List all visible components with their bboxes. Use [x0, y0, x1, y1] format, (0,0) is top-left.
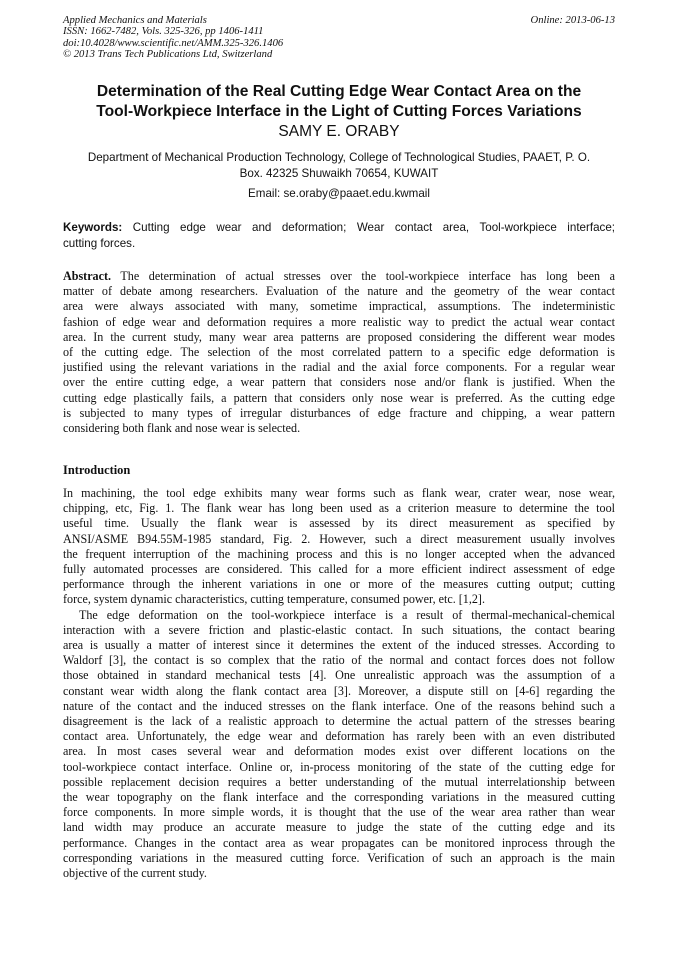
journal-name: Applied Mechanics and Materials: [63, 15, 207, 26]
abstract-line: of the cutting edge. The selection of the most correlated pattern to a specific edge deformation is: [63, 345, 615, 360]
author-email: Email: se.oraby@paaet.edu.kwmail: [248, 187, 430, 200]
title-line: Tool-Workpiece Interface in the Light of Cutting Forces Variations: [96, 103, 582, 120]
affiliation-line: Box. 42325 Shuwaikh 70654, KUWAIT: [239, 166, 439, 180]
intro-line: fully automated processes are considered. This called for a more efficient indirect assessment of edge: [63, 562, 615, 577]
abstract-text: The determination of actual stresses over the tool-workpiece interface has long been a: [111, 269, 615, 283]
abstract-label: Abstract.: [63, 269, 112, 283]
abstract-line: over the entire cutting edge, a wear pattern that considers nose and/or flank is justified. When the: [63, 375, 615, 390]
intro-line: objective of the current study.: [63, 866, 207, 881]
online-date: Online: 2013-06-13: [530, 15, 615, 26]
abstract-line: [63, 269, 615, 284]
abstract-line: fashion of edge wear and deformation requires a more realistic way to predict the actual wear contact: [63, 314, 615, 329]
affiliation: [52, 150, 626, 181]
abstract-line: matter of debate among researchers. Evaluation of the nature and the geometry of the wear contact: [63, 284, 615, 299]
keywords-text: Cutting edge wear and deformation; Wear contact area, Tool-workpiece interface;: [122, 221, 615, 234]
abstract-line: is subjected to many types of irregular disturbances of edge fracture and chipping, a wear pattern: [63, 405, 615, 420]
abstract-line: area were always associated with many, sometime impractical, assumptions. The indeterministic: [63, 299, 615, 314]
introduction-heading: Introduction: [63, 463, 131, 477]
copyright-line: © 2013 Trans Tech Publications Ltd, Switzerland: [63, 48, 273, 60]
intro-line: performance through the inherent variations in one or more of the measures cutting output; cutting: [63, 577, 615, 592]
intro-line: interaction with a severe friction and plastic-elastic contact. In such situations, the contact bearing: [63, 622, 615, 637]
keywords-section: [63, 220, 615, 251]
intro-line: contact area. Unfortunately, the edge wear and deformation has rarely been with an even distributed: [63, 729, 615, 744]
intro-line: corresponding variations in the measured cutting force. Verification of such an approach is the main: [63, 850, 615, 865]
intro-line: land width may produce an accurate measure to judge the state of the cutting edge and its: [63, 820, 615, 835]
keywords-label: Keywords:: [63, 221, 123, 234]
intro-line: those obtained in standard mechanical tests [4]. One unrealistic approach was the assumption of a: [63, 668, 615, 683]
issn-line: ISSN: 1662-7482, Vols. 325-326, pp 1406-1411: [63, 26, 264, 38]
abstract-line: area. In the current study, many wear area patterns are proposed considering the different wear modes: [63, 329, 615, 344]
abstract-line: cutting edge plastically fails, a pattern that considers only nose wear is preferred. As the cutting edge: [63, 390, 615, 405]
intro-line: area is usually a matter of interest since it determines the extent of the induced stresses. According to: [63, 638, 615, 653]
intro-line: constant wear width along the flank contact area [3]. Moreover, a dispute still on [4-6] regarding the: [63, 683, 615, 698]
intro-line: Waldorf [3], the contact is so complex that the ratio of the normal and contact forces does not follow: [63, 653, 615, 668]
introduction-body: [63, 486, 615, 881]
intro-line: performance. Changes in the contact area as wear propagates can be monitored inprocess through the: [63, 835, 615, 850]
intro-line: area. In most cases several wear and deformation modes exist over different locations on the: [63, 744, 615, 759]
abstract-line: justified using the relevant variations in the radial and the axial force components. For a regular wear: [63, 360, 615, 375]
intro-line: nature of the contact and the induced stresses on the flank interface. One of the reasons behind such a: [63, 698, 615, 713]
abstract-section: [63, 269, 615, 436]
intro-line: possible replacement decision requires a better understanding of the mutual interrelationship between: [63, 774, 615, 789]
author-name: SAMY E. ORABY: [278, 123, 400, 140]
intro-line: disagreement is the lack of a realistic approach to determine the actual pattern of the stresses bearing: [63, 714, 615, 729]
doi-line: doi:10.4028/www.scientific.net/AMM.325-326.1406: [63, 37, 284, 49]
intro-line: useful time. Usually the flank wear is assessed by its direct measurement as specified by: [63, 516, 615, 531]
intro-line: In machining, the tool edge exhibits many wear forms such as flank wear, crater wear, nose wear,: [63, 486, 615, 500]
intro-line: force components. In more simple words, it is thought that the use of the wear area rather than wear: [63, 805, 615, 820]
affiliation-line: Department of Mechanical Production Technology, College of Technological Studies, PAAET, P. O.: [87, 151, 591, 164]
intro-line: The edge deformation on the tool-workpiece interface is a result of thermal-mechanical-chemical: [79, 607, 615, 622]
intro-line: chipping, etc, Fig. 1. The flank wear has long been used as a criterion measure to determine the tool: [63, 501, 615, 516]
intro-line: ANSI/ASME B94.55M-1985 standard, Fig. 2. However, such a direct measurement usually involves: [63, 531, 615, 546]
paper-title: [40, 82, 638, 122]
intro-line: the wear topography on the flank interface and the corresponding variations in the measured cutting: [63, 790, 615, 805]
keywords-line: [63, 220, 615, 236]
intro-line: tool-workpiece contact interface. Online or, in-process monitoring of the state of the cutting edge for: [63, 759, 615, 774]
intro-line: the frequent interruption of the machining process and this is no longer accepted when the advanced: [63, 546, 615, 561]
title-line: Determination of the Real Cutting Edge Wear Contact Area on the: [96, 83, 582, 100]
abstract-line: considering both flank and nose wear is selected.: [63, 421, 301, 436]
intro-line: force, system dynamic characteristics, cutting temperature, consumed power, etc. [1,2].: [63, 592, 485, 607]
keywords-line: cutting forces.: [63, 236, 136, 250]
journal-header: [63, 15, 283, 60]
